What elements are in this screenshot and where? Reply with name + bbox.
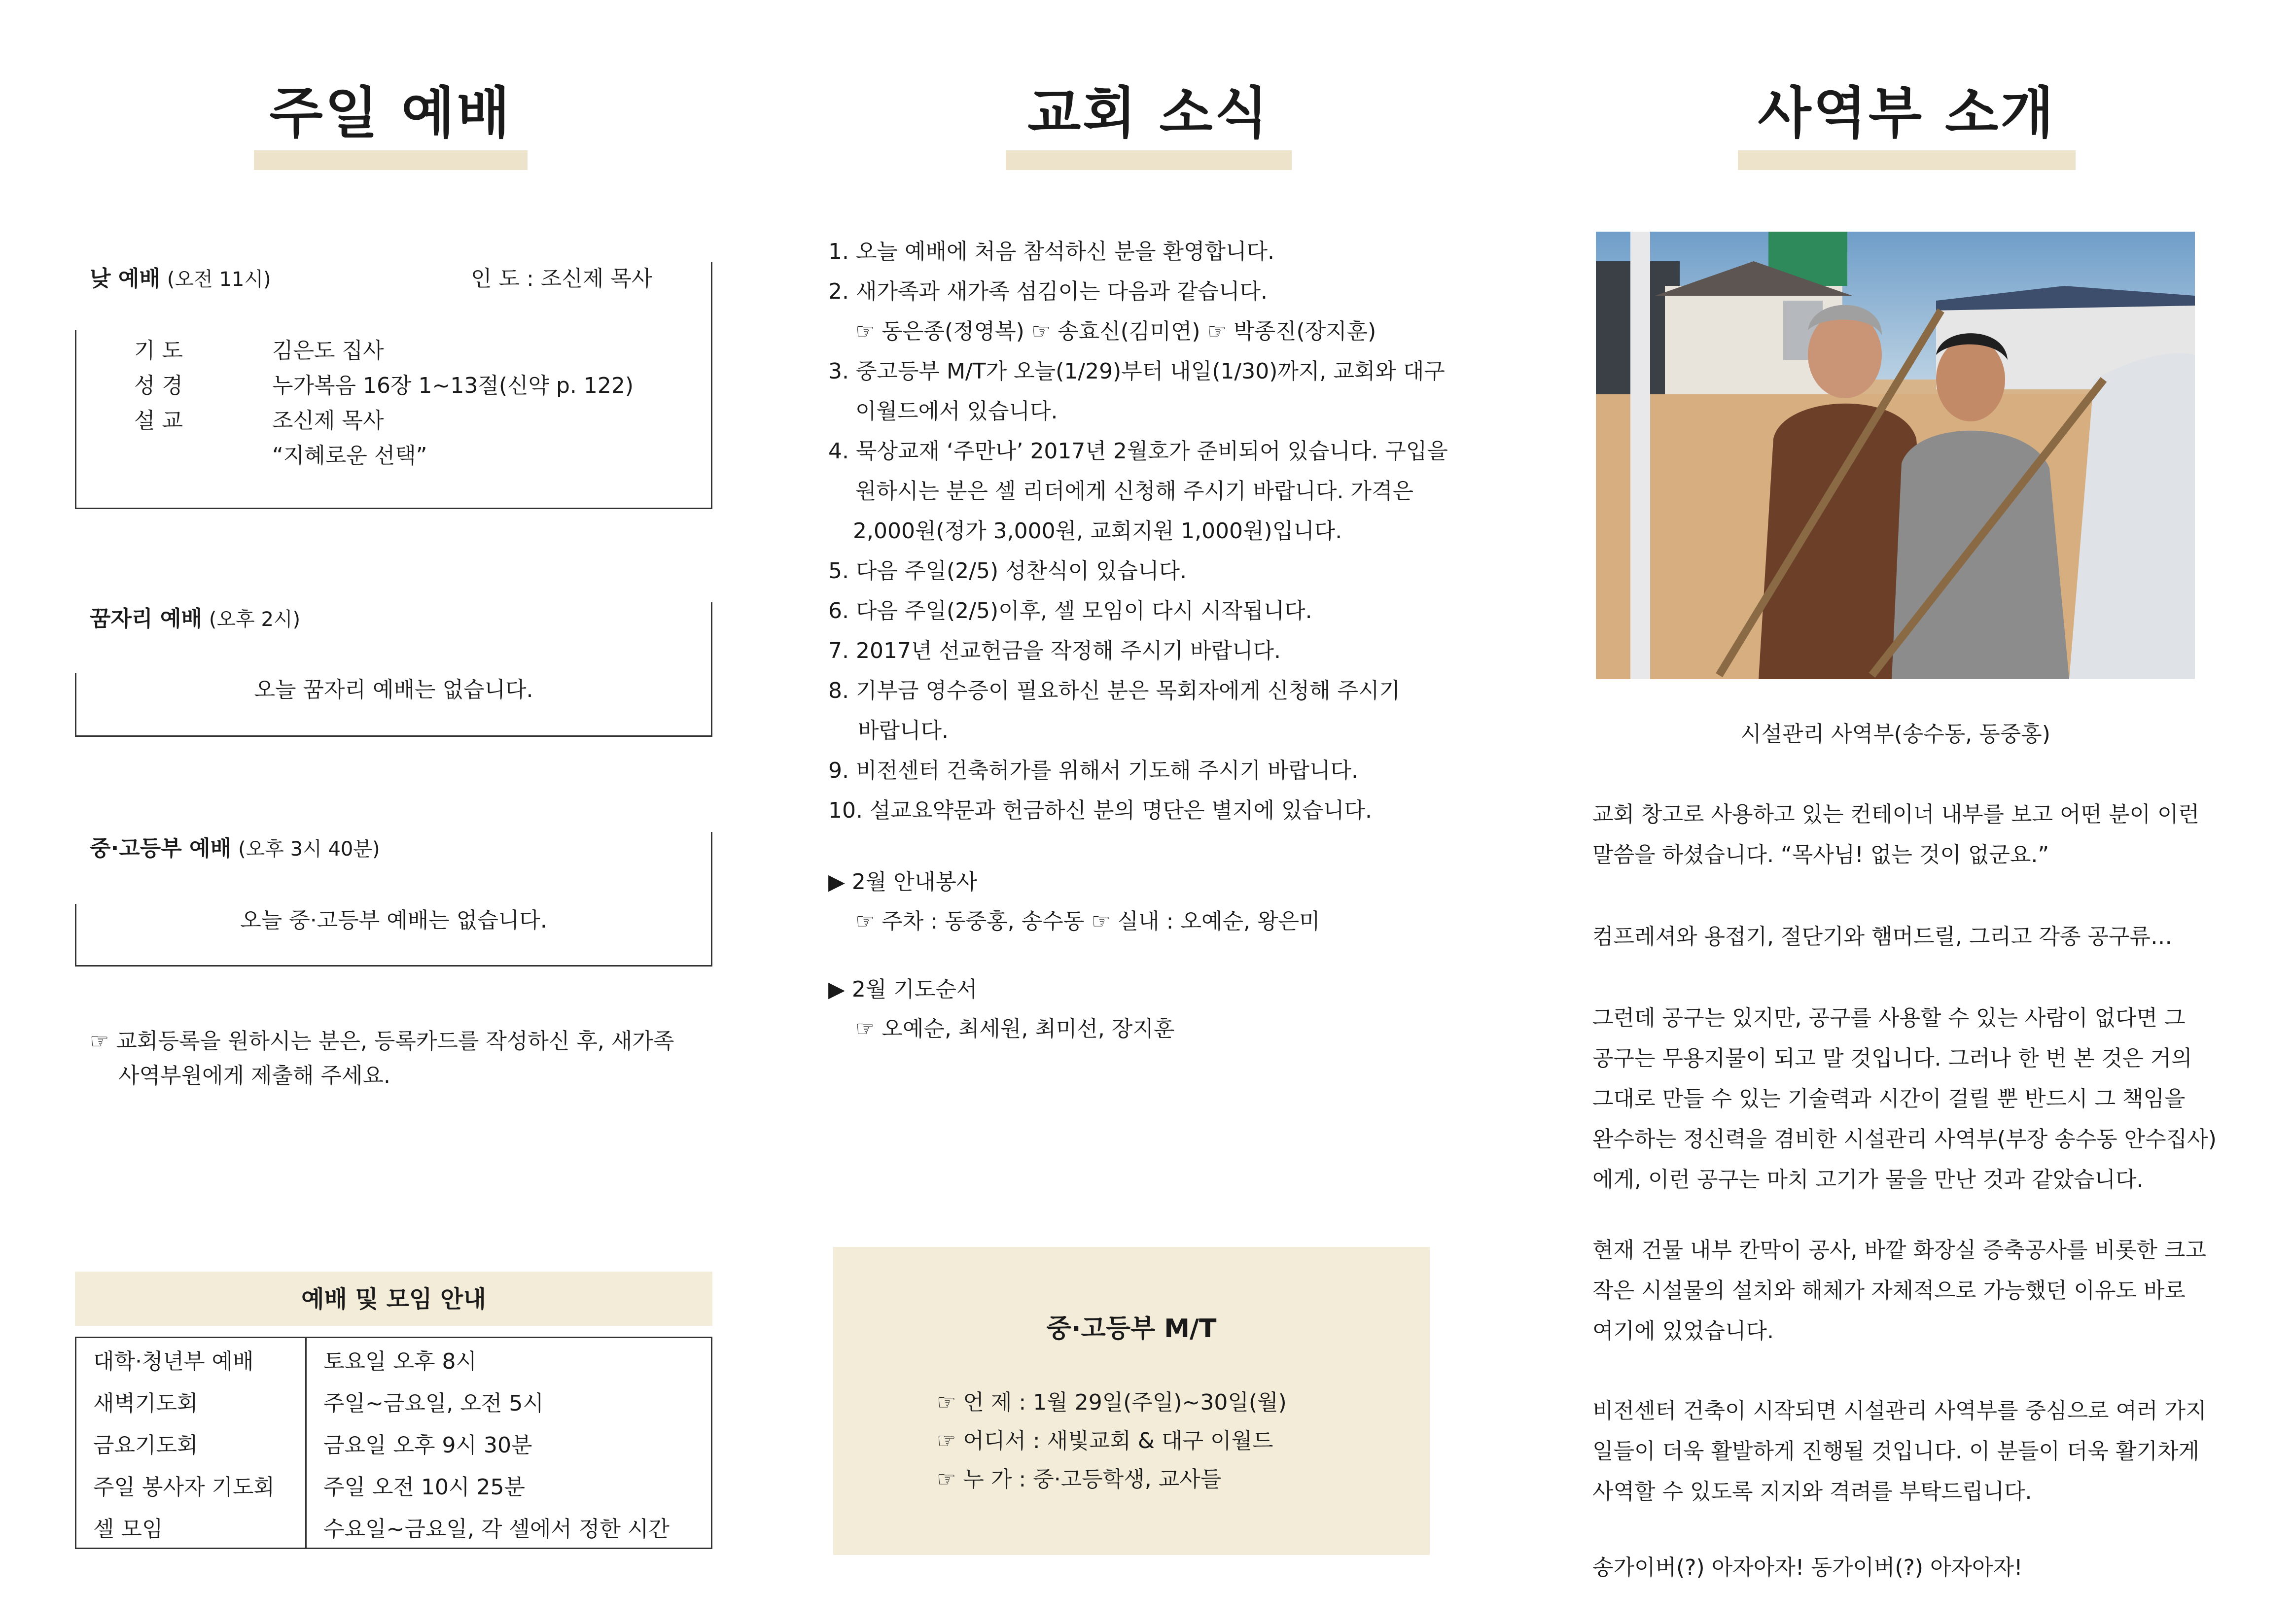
guide-title: ▶ 2월 안내봉사: [828, 869, 978, 895]
schedule-time: 토요일 오후 8시: [323, 1348, 477, 1374]
news-item: 8. 기부금 영수증이 필요하신 분은 목회자에게 신청해 주시기: [828, 678, 1400, 703]
schedule-time: 수요일~금요일, 각 셀에서 정한 시간: [323, 1516, 670, 1542]
schedule-table: [75, 1337, 712, 1549]
schedule-row: [76, 1380, 712, 1422]
news-item: 원하시는 분은 셀 리더에게 신청해 주시기 바랍니다. 가격은: [855, 479, 1413, 504]
ministry-paragraph-6: [1592, 1548, 2228, 1588]
schedule-row: [76, 1338, 712, 1381]
prayer-title: ▶ 2월 기도순서: [828, 977, 978, 1002]
morning-worship-leader: 인 도 : 조신제 목사: [471, 266, 653, 291]
mt-when: ☞ 언 제 : 1월 29일(주일)~30일(월): [937, 1390, 1287, 1415]
paragraph-line: 교회 창고로 사용하고 있는 컨테이너 내부를 보고 어떤 분이 이런: [1592, 802, 2199, 827]
ministry-paragraph-4: [1592, 1230, 2228, 1351]
paragraph-line: 여기에 있었습니다.: [1592, 1318, 1774, 1344]
schedule-time: 주일 오전 10시 25분: [323, 1474, 525, 1500]
paragraph-line: 에게, 이런 공구는 마치 고기가 물을 만난 것과 같았습니다.: [1592, 1167, 2144, 1192]
youth-box-right-line: [711, 832, 712, 966]
youth-box-bottom-line: [75, 965, 712, 967]
heading-sunday-worship: 주일 예배: [254, 84, 528, 170]
order-label-sermon: 설 교: [134, 408, 183, 433]
schedule-row: [76, 1464, 712, 1506]
news-item: 바랍니다.: [858, 718, 949, 743]
mt-title: 중·고등부 M/T: [1046, 1314, 1217, 1344]
prayer-detail: ☞ 오예순, 최세원, 최미선, 장지훈: [855, 1016, 1175, 1041]
ministry-photo-illustration: [1596, 232, 2195, 679]
news-item: 3. 중고등부 M/T가 오늘(1/29)부터 내일(1/30)까지, 교회와 대구: [828, 359, 1445, 384]
paragraph-line: 그런데 공구는 있지만, 공구를 사용할 수 있는 사람이 없다면 그: [1592, 1005, 2186, 1031]
sermon-title: “지혜로운 선택”: [272, 443, 427, 468]
heading-church-news: 교회 소식: [1006, 84, 1292, 170]
schedule-title: 예배 및 모임 안내: [301, 1285, 486, 1313]
kids-worship-note: 오늘 꿈자리 예배는 없습니다.: [254, 677, 533, 702]
heading-ministry-intro: 사역부 소개: [1738, 84, 2076, 170]
news-item: 2,000원(정가 3,000원, 교회지원 1,000원)입니다.: [853, 518, 1342, 544]
order-value-sermon: 조신제 목사: [272, 408, 384, 433]
paragraph-line: 비전센터 건축이 시작되면 시설관리 사역부를 중심으로 여러 가지: [1592, 1398, 2207, 1423]
schedule-name: 대학·청년부 예배: [76, 1338, 306, 1381]
news-item: 10. 설교요약문과 헌금하신 분의 명단은 별지에 있습니다.: [828, 798, 1372, 823]
youth-worship-note: 오늘 중·고등부 예배는 없습니다.: [240, 908, 547, 933]
morning-box-right-line: [711, 262, 712, 509]
news-list: [828, 232, 1448, 830]
ministry-photo: [1596, 232, 2195, 679]
news-item: 2. 새가족과 새가족 섬김이는 다음과 같습니다.: [828, 279, 1268, 304]
schedule-time: 주일~금요일, 오전 5시: [323, 1390, 544, 1416]
paragraph-line: 송가이버(?) 아자아자! 동가이버(?) 아자아자!: [1592, 1555, 2023, 1580]
morning-box-left-line: [75, 330, 76, 509]
order-label-scripture: 성 경: [134, 373, 183, 398]
ministry-paragraph-5: [1592, 1391, 2228, 1512]
order-value-scripture: 누가복음 16장 1~13절(신약 p. 122): [272, 373, 634, 398]
paragraph-line: 작은 시설물의 설치와 해체가 자체적으로 가능했던 이유도 바로: [1592, 1278, 2186, 1303]
mt-who: ☞ 누 가 : 중·고등학생, 교사들: [937, 1467, 1222, 1492]
registration-note-line2: 사역부원에게 제출해 주세요.: [118, 1063, 391, 1088]
schedule-row: [76, 1422, 712, 1464]
paragraph-line: 사역할 수 있도록 지지와 격려를 부탁드립니다.: [1592, 1479, 2032, 1504]
order-value-prayer: 김은도 집사: [272, 338, 384, 363]
news-item: 이월드에서 있습니다.: [855, 399, 1058, 424]
ministry-paragraph-1: [1592, 795, 2228, 875]
paragraph-line: 공구는 무용지물이 되고 말 것입니다. 그러나 한 번 본 것은 거의: [1592, 1046, 2192, 1071]
youth-worship-title: 중·고등부 예배 (오후 3시 40분): [90, 836, 380, 861]
schedule-name: 주일 봉사자 기도회: [76, 1464, 306, 1506]
news-item: 1. 오늘 예배에 처음 참석하신 분을 환영합니다.: [828, 239, 1274, 264]
news-item: 5. 다음 주일(2/5) 성찬식이 있습니다.: [828, 558, 1187, 584]
news-item: 7. 2017년 선교헌금을 작정해 주시기 바랍니다.: [828, 638, 1281, 663]
kids-box-bottom-line: [75, 735, 712, 737]
mt-where: ☞ 어디서 : 새빛교회 & 대구 이월드: [937, 1428, 1273, 1453]
morning-box-bottom-line: [75, 508, 712, 509]
registration-note-line1: ☞ 교회등록을 원하시는 분은, 등록카드를 작성하신 후, 새가족: [90, 1029, 674, 1054]
order-label-prayer: 기 도: [134, 338, 183, 363]
news-item: 6. 다음 주일(2/5)이후, 셀 모임이 다시 시작됩니다.: [828, 598, 1312, 623]
kids-box-right-line: [711, 602, 712, 736]
schedule-time: 금요일 오후 9시 30분: [323, 1432, 532, 1458]
ministry-paragraph-3: [1592, 998, 2228, 1200]
schedule-name: 셀 모임: [76, 1506, 306, 1549]
paragraph-line: 일들이 더욱 활발하게 진행될 것입니다. 이 분들이 더욱 활기차게: [1592, 1439, 2199, 1464]
schedule-row: [76, 1506, 712, 1549]
paragraph-line: 현재 건물 내부 칸막이 공사, 바깥 화장실 증축공사를 비롯한 크고: [1592, 1238, 2206, 1263]
photo-caption: 시설관리 사역부(송수동, 동중홍): [1740, 722, 2050, 747]
paragraph-line: 컴프레셔와 용접기, 절단기와 햄머드릴, 그리고 각종 공구류…: [1592, 924, 2172, 949]
news-item: ☞ 동은종(정영복) ☞ 송효신(김미연) ☞ 박종진(장지훈): [855, 319, 1376, 344]
news-item: 9. 비전센터 건축허가를 위해서 기도해 주시기 바랍니다.: [828, 758, 1358, 783]
schedule-name: 새벽기도회: [76, 1380, 306, 1422]
news-item: 4. 묵상교재 ‘주만나’ 2017년 2월호가 준비되어 있습니다. 구입을: [828, 439, 1448, 464]
paragraph-line: 완수하는 정신력을 겸비한 시설관리 사역부(부장 송수동 안수집사): [1592, 1127, 2217, 1152]
ministry-paragraph-2: [1592, 917, 2228, 957]
kids-worship-title: 꿈자리 예배 (오후 2시): [90, 606, 301, 631]
paragraph-line: 그대로 만들 수 있는 기술력과 시간이 걸릴 뿐 반드시 그 책임을: [1592, 1086, 2186, 1111]
schedule-name: 금요기도회: [76, 1422, 306, 1464]
paragraph-line: 말씀을 하셨습니다. “목사님! 없는 것이 없군요.”: [1592, 842, 2049, 867]
guide-detail: ☞ 주차 : 동중홍, 송수동 ☞ 실내 : 오예순, 왕은미: [855, 909, 1320, 934]
morning-worship-title: 낮 예배 (오전 11시): [90, 266, 271, 291]
